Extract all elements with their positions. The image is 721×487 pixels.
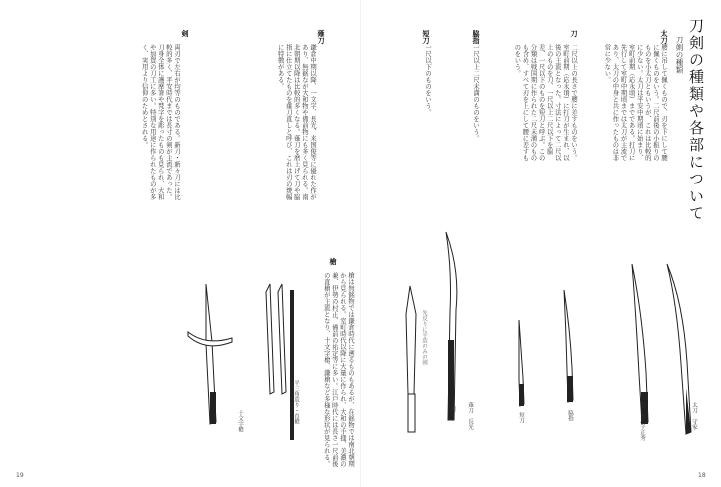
page-title: 刀剣の種類や各部について xyxy=(687,18,705,222)
page-subtitle: 刀剣の種類 xyxy=(675,36,684,74)
left-page-number: 19 xyxy=(16,472,24,479)
caption-katana: 刀 水心子正秀 xyxy=(639,402,645,441)
section-heading-ken: 剣 xyxy=(181,30,190,37)
section-body-tanto: 一尺以下のものをいう。 xyxy=(424,44,431,116)
section-body-katana: 二尺以上の長さで腰に差すものをいう。室町前期（応永頃）に打刀が生まれ、以後の主流となった。寸法によって二尺以上のものを刀、一尺以上二尺以下を脇差、一尺以下のものを短刀と呼ぶ。この分類は戦国期に作られた二尺未満のものも含め、すべて刃を上にして腰に差すものをいう。 xyxy=(513,44,577,161)
section-body-tachi: 腰に吊して佩くもので、刃を下にして腰に佩くものをいう。二尺前後の小振りのものを小太刀ともいうが、これは比較的に少ない。太刀は平安中期頃に始まり、室町前期（応永頃）までである。打刀に先行して室町中期頃までは太刀が主流であり、太刀の中身と共に作ったものは非常に少ない。 xyxy=(603,44,667,161)
caption-tanto: 短刀 xyxy=(518,412,524,423)
section-heading-wakizashi: 脇指 xyxy=(472,30,481,44)
caption-jumonji-yari: 十文字槍 xyxy=(237,410,243,432)
caption-tachi: 太刀 守家 xyxy=(691,402,697,430)
tanto-illustration xyxy=(512,318,532,418)
section-heading-tanto: 短刀 xyxy=(422,30,431,44)
section-heading-katana: 刀 xyxy=(570,30,579,37)
section-body-naginata: 鎌倉中期以降、一文字、長光、来国俊等に優れた作があり、無銘なが大和物や備前物にも多く見られる。南北朝期以降は比較的多くなる。薙刀を磨上げて刀や脇指に仕立てたものを薙刀直しと呼び、これは刃の焼幅に特徴がある。 xyxy=(276,44,316,200)
naginata-illustration xyxy=(436,230,472,430)
section-body-ken: 両刃で左右が均等のものである。新刀・新々刀には比較的多く、平安時代までは長寸の剣が主流であった。刀身全体に護摩箸や梵字を彫ったものも見られ、大和や加賀の刀工に多い。特別な用途に作られたものが多く、実用より信仰のためとされる。 xyxy=(140,44,180,200)
caption-sugu-yari: 平三角造り・直槍 xyxy=(293,380,299,424)
right-page-number: 18 xyxy=(698,472,706,479)
caption-wakizashi: 脇指 xyxy=(567,410,573,421)
wakizashi-illustration xyxy=(558,288,582,418)
section-body-yari: 槍は無銘物では鎌倉時代に遡るものもあるが、在銘物では南北朝期から見られる。室町時代以降に大量に作られ、大和の手掻、美濃の兼、伊勢の村正、備前の祐定等に多い。江戸時代には長さ一尺前後の直槍が主流となり、十文字槍、鎌槍など多様な形状が見られる。 xyxy=(322,272,354,467)
jumonji-yari-illustration xyxy=(186,282,266,432)
section-heading-naginata: 薙刀 xyxy=(317,30,326,44)
section-heading-tachi: 太刀 xyxy=(660,30,669,44)
section-body-wakizashi: 一尺以上二尺未満のものをいう。 xyxy=(472,44,479,142)
caption-ken: 剣 xyxy=(449,406,455,412)
page-gutter xyxy=(360,0,361,487)
section-heading-yari: 槍 xyxy=(329,258,338,265)
caption-naginata: 薙刀 長光 xyxy=(467,402,473,430)
ken-annotation: 先反りに平造のみの剣 xyxy=(421,310,427,365)
